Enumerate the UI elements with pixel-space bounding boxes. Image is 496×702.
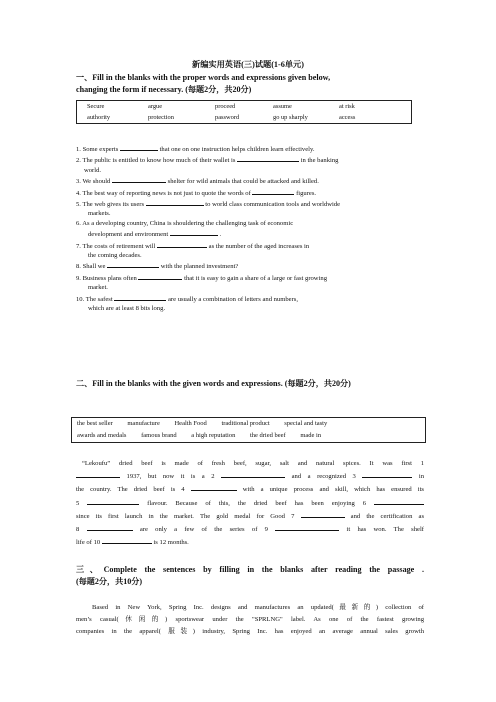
answer-blank[interactable] xyxy=(301,510,345,518)
answer-blank[interactable] xyxy=(102,536,152,544)
question-line: which are at least 8 bits long. xyxy=(88,305,166,313)
word-bank-item: authority xyxy=(87,114,111,121)
question-line: 1. Some experts that one on one instruction helps children learn effectively. xyxy=(76,143,426,154)
word-bank-item: awards and medals xyxy=(77,432,127,439)
answer-blank[interactable] xyxy=(221,470,285,478)
word-bank-2-row1 xyxy=(72,418,425,430)
question-line: markets. xyxy=(88,210,111,218)
page-title: 新编实用英语(三)试题(1-6单元) xyxy=(192,60,304,69)
question-line: 5. The web gives its users to world class communication tools and worldwide xyxy=(76,198,426,209)
answer-blank[interactable] xyxy=(87,523,133,531)
word-bank-item: password xyxy=(215,114,240,121)
answer-blank[interactable] xyxy=(275,523,339,531)
word-bank-item: a high reputation xyxy=(191,432,236,439)
passage-line: 5 flavour. Because of this, the dried beef has been enjoying 6 xyxy=(76,497,424,510)
section2-passage xyxy=(76,458,424,549)
word-bank-item: manufacture xyxy=(127,420,160,427)
answer-blank[interactable] xyxy=(170,228,218,236)
answer-blank[interactable] xyxy=(87,497,139,505)
answer-blank[interactable] xyxy=(157,240,207,248)
answer-blank[interactable] xyxy=(138,272,182,280)
question-line: 10. The safest are usually a combination of letters and numbers, xyxy=(76,293,426,304)
question-line: 2. The public is entitled to know how much of their wallet is in the banking xyxy=(76,154,426,165)
answer-blank[interactable] xyxy=(114,293,166,301)
answer-blank[interactable] xyxy=(76,470,120,478)
word-bank-1-row2 xyxy=(77,112,411,123)
word-bank-item: made in xyxy=(300,432,322,439)
word-bank-1-row1 xyxy=(77,101,411,112)
word-bank-item: famous brand xyxy=(141,432,177,439)
question-line: 6. As a developing country, China is shouldering the challenging task of economic xyxy=(76,219,294,227)
section3-heading xyxy=(76,564,424,588)
question-line: 4. The best way of reporting news is not just to quote the words of figures. xyxy=(76,187,426,198)
passage-line: companies in the apparel( 服装) industry, Spring Inc. has enjoyed an average annual sales growth xyxy=(76,628,424,636)
word-bank-item: special and tasty xyxy=(284,420,328,427)
section3-heading-line1: 三、Complete the sentences by filling in the blanks after reading the passage . xyxy=(76,565,424,574)
section1-heading-line1: 一、Fill in the blanks with the proper words and expressions given below, xyxy=(76,73,331,82)
question-line: 8. Shall we with the planned investment? xyxy=(76,260,426,271)
answer-blank[interactable] xyxy=(112,175,166,183)
section1-heading xyxy=(76,72,424,96)
word-bank-item: argue xyxy=(148,103,163,110)
passage-line: men’s casual(休闲的) sportswear under the "SPRLNG" label. As one of the fastest growing xyxy=(76,616,424,624)
word-bank-item: access xyxy=(339,114,356,121)
question-line: the coming decades. xyxy=(88,252,142,260)
word-bank-1 xyxy=(76,100,412,124)
answer-blank[interactable] xyxy=(374,497,424,505)
answer-blank[interactable] xyxy=(107,260,159,268)
passage-line: Based in New York, Spring Inc. designs and manufactures an updated(最新的) collection of xyxy=(92,604,424,611)
passage-line: since its first launch in the market. The gold medal for Good 7 and the certification as xyxy=(76,510,424,523)
word-bank-item: traditional product xyxy=(221,420,270,427)
passage-line: “Lekoufu” dried beef is made of fresh beef, sugar, salt and natural spices. It was first 1 xyxy=(82,460,424,467)
section1-heading-line2: changing the form if necessary. (每题2分，共20分) xyxy=(76,85,252,95)
question-line: world. xyxy=(84,166,102,174)
passage-line: the country. The dried beef is 4 with a unique process and skill, which has ensured its xyxy=(76,483,424,496)
section3-heading-line2: (每题2分，共10分) xyxy=(76,577,143,587)
word-bank-2-row2 xyxy=(72,430,425,442)
question-line: development and environment . xyxy=(76,228,426,239)
word-bank-2 xyxy=(71,417,426,443)
section1-questions xyxy=(76,143,426,314)
answer-blank[interactable] xyxy=(191,483,237,491)
word-bank-item: the best seller xyxy=(77,420,113,427)
section3-passage xyxy=(76,602,424,639)
word-bank-item: Health Food xyxy=(174,420,207,427)
answer-blank[interactable] xyxy=(362,470,412,478)
word-bank-item: Secure xyxy=(87,103,105,110)
answer-blank[interactable] xyxy=(252,187,294,195)
word-bank-item: at risk xyxy=(339,103,355,110)
section2-heading: 二、Fill in the blanks with the given words and expressions. (每题2分，共20分) xyxy=(76,379,351,388)
passage-line: 1937, but now it is a 2 and a recognized 3 in xyxy=(76,470,424,483)
passage-line: life of 10 is 12 months. xyxy=(76,536,424,549)
question-line: 3. We should shelter for wild animals that could be attacked and killed. xyxy=(76,175,426,186)
answer-blank[interactable] xyxy=(237,154,299,162)
answer-blank[interactable] xyxy=(146,198,204,206)
question-line: market. xyxy=(88,284,108,292)
word-bank-item: the dried beef xyxy=(249,432,286,439)
passage-line: 8 are only a few of the series of 9 it has won. The shelf xyxy=(76,523,424,536)
word-bank-item: protection xyxy=(148,114,174,121)
question-line: 7. The costs of retirement will as the number of the aged increases in xyxy=(76,240,426,251)
word-bank-item: proceed xyxy=(215,103,236,110)
word-bank-item: go up sharply xyxy=(273,114,308,121)
word-bank-item: assume xyxy=(273,103,292,110)
question-line: 9. Business plans often that it is easy to gain a share of a large or fast growing xyxy=(76,272,426,283)
answer-blank[interactable] xyxy=(120,143,158,151)
